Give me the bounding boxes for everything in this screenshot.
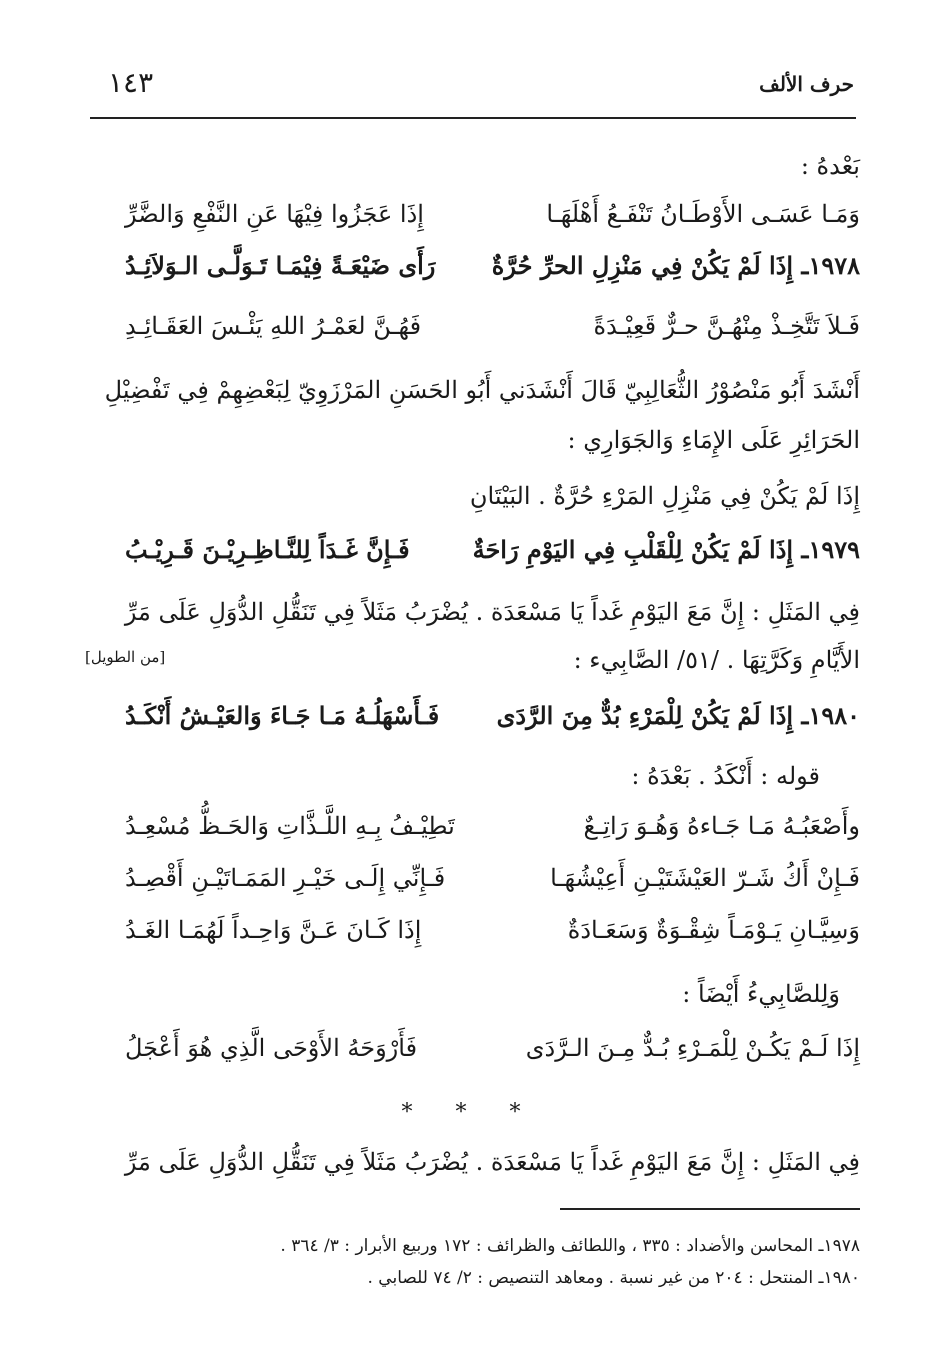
text-line: وَلِلصَّابِيءُ أَيْضَاً : bbox=[682, 980, 840, 1008]
verse-line bbox=[85, 702, 860, 742]
text-line: بَعْدهُ : bbox=[800, 152, 860, 180]
text-line: أَنْشَدَ أَبُو مَنْصُوْرُ الثُّعَالِبِيّ قَالَ أَنْشَدَني أَبُو الحَسَنِ المَرْزَوِيّ لِبَعْضِهِمْ فِي تَفْضِيْلِ bbox=[104, 376, 860, 404]
footnote: ١٩٨٠ـ المنتحل : ٢٠٤ من غير نسبة . ومعاهد التنصيص : ٢/ ٧٤ للصابي . bbox=[367, 1268, 860, 1288]
text-line: فِي المَثَلِ : إِنَّ مَعَ اليَوْمِ غَداً يَا مَسْعَدَة . يُضْرَبُ مَثَلاً فِي تَنَقُّلِ الدُّوَلِ عَلَى مَرِّ bbox=[124, 1148, 860, 1176]
text-line bbox=[85, 646, 860, 675]
verse-first-hemistich: وأَصْعَبُـهُ مَـا جَـاءهُ وَهُـوَ رَاتِـعٌ bbox=[583, 812, 860, 840]
verse-second-hemistich: إِذَا كَـانَ عَـنَّ وَاحِـداً لَهُمَـا الغَـدُ bbox=[125, 916, 422, 944]
verse-line bbox=[85, 1034, 860, 1074]
page-header bbox=[108, 66, 854, 106]
verse-second-hemistich: فَـأَسْهَلُـهُ مَـا جَـاءَ وَالعَيْـشُ أَنْكَـدُ bbox=[125, 701, 440, 730]
verse-second-hemistich: فَـإِنَّ غَـدَاً لِلنَّـاظِـرِيْـنَ قَـرِيْـبُ bbox=[125, 535, 410, 564]
verse-line bbox=[85, 864, 860, 904]
text-line: إِذَا لَمْ يَكُنْ فِي مَنْزِلِ المَرْءِ حُرَّةٌ . البَيْتَانِ bbox=[469, 482, 860, 510]
verse-second-hemistich: فَـإِنِّي إِلَـى خَيْـرِ المَمَـاتَيْـنِ أَقْصِـدُ bbox=[125, 864, 446, 892]
verse-line bbox=[85, 312, 860, 352]
verse-first-hemistich: فَـلاَ تَتَّخِـذْ مِنْهُـنَّ حـرٌّ قَعِيْـدَةً bbox=[593, 312, 860, 340]
verse-first-hemistich: ١٩٧٩ـ إِذَا لَمْ يَكُنْ لِلْقَلْبِ فِي اليَوْمِ رَاحَةٌ bbox=[472, 535, 860, 564]
verse-first-hemistich: وَسِيَّـانِ يَـوْمَـاً شِقْـوَةٌ وَسَعَـادَةٌ bbox=[567, 916, 860, 944]
verse-first-hemistich: فَـإِنْ أَكُ شَـرّ العَيْشَتَيْـنِ أَعِيْشُهَـا bbox=[550, 864, 860, 892]
verse-second-hemistich: فَأَرْوَحَهُ الأَوْحَى الَّذِي هُوَ أَعْجَلُ bbox=[125, 1034, 418, 1062]
text-line: فِي المَثَلِ : إِنَّ مَعَ اليَوْمِ غَداً يَا مَسْعَدَة . يُضْرَبُ مَثَلاً فِي تَنَقُّلِ الدُّوَلِ عَلَى مَرِّ bbox=[124, 598, 860, 626]
verse-first-hemistich: وَمَـا عَسَـى الأَوْطَـانُ تَنْفَـعُ أَهْلَهَـا bbox=[546, 200, 860, 228]
meter-label: [من الطويل] bbox=[85, 648, 166, 666]
verse-second-hemistich: رَأَى ضَيْعَـةً فِيْمَـا تَـوَلَّـى الـوَلاَئِـدُ bbox=[125, 251, 436, 280]
verse-first-hemistich: ١٩٧٨ـ إِذَا لَمْ يَكُنْ فِي مَنْزِلِ الحرِّ حُرَّةٌ bbox=[491, 251, 860, 280]
verse-line bbox=[85, 252, 860, 292]
verse-line bbox=[85, 916, 860, 956]
verse-line bbox=[85, 200, 860, 240]
verse-line bbox=[85, 812, 860, 852]
footnote: ١٩٧٨ـ المحاسن والأضداد : ٣٣٥ ، واللطائف والظرائف : ١٧٢ وربيع الأبرار : ٣/ ٣٦٤ . bbox=[280, 1236, 860, 1256]
running-title: حرف الألف bbox=[759, 72, 854, 96]
page-number: ١٤٣ bbox=[108, 66, 154, 99]
verse-line bbox=[85, 536, 860, 576]
verse-second-hemistich: إِذَا عَجَزُوا فِيْهَا عَنِ النَّفْعِ وَالضَّرِّ bbox=[125, 200, 424, 228]
header-rule bbox=[90, 117, 856, 119]
text-line: الحَرَائِرِ عَلَى الإِمَاءِ وَالجَوَارِي : bbox=[567, 426, 860, 454]
text-line-content: الأَيَّامِ وَكَرَّتِهَا . /٥١/ الصَّابِيء : bbox=[573, 646, 860, 674]
verse-first-hemistich: إِذَا لَـمْ يَكُـنْ لِلْمَـرْءِ بُـدٌّ مِـنَ الـرَّدَى bbox=[525, 1034, 860, 1062]
section-separator-stars: * * * bbox=[401, 1100, 539, 1125]
verse-second-hemistich: تَطِيْـفُ بِـهِ اللَّـذَّاتِ وَالحَـظُّ مُسْعِـدُ bbox=[125, 812, 455, 840]
text-line: قوله : أَنْكَدُ . بَعْدَهُ : bbox=[631, 762, 820, 790]
verse-second-hemistich: فَهُـنَّ لعَمْـرُ اللهِ يَئْـسَ العَقَـائِـدِ bbox=[125, 312, 422, 340]
footnote-rule bbox=[560, 1208, 860, 1210]
verse-first-hemistich: ١٩٨٠ـ إِذَا لَمْ يَكُنْ لِلْمَرْءِ بُدٌّ مِنَ الرَّدَى bbox=[496, 701, 860, 730]
